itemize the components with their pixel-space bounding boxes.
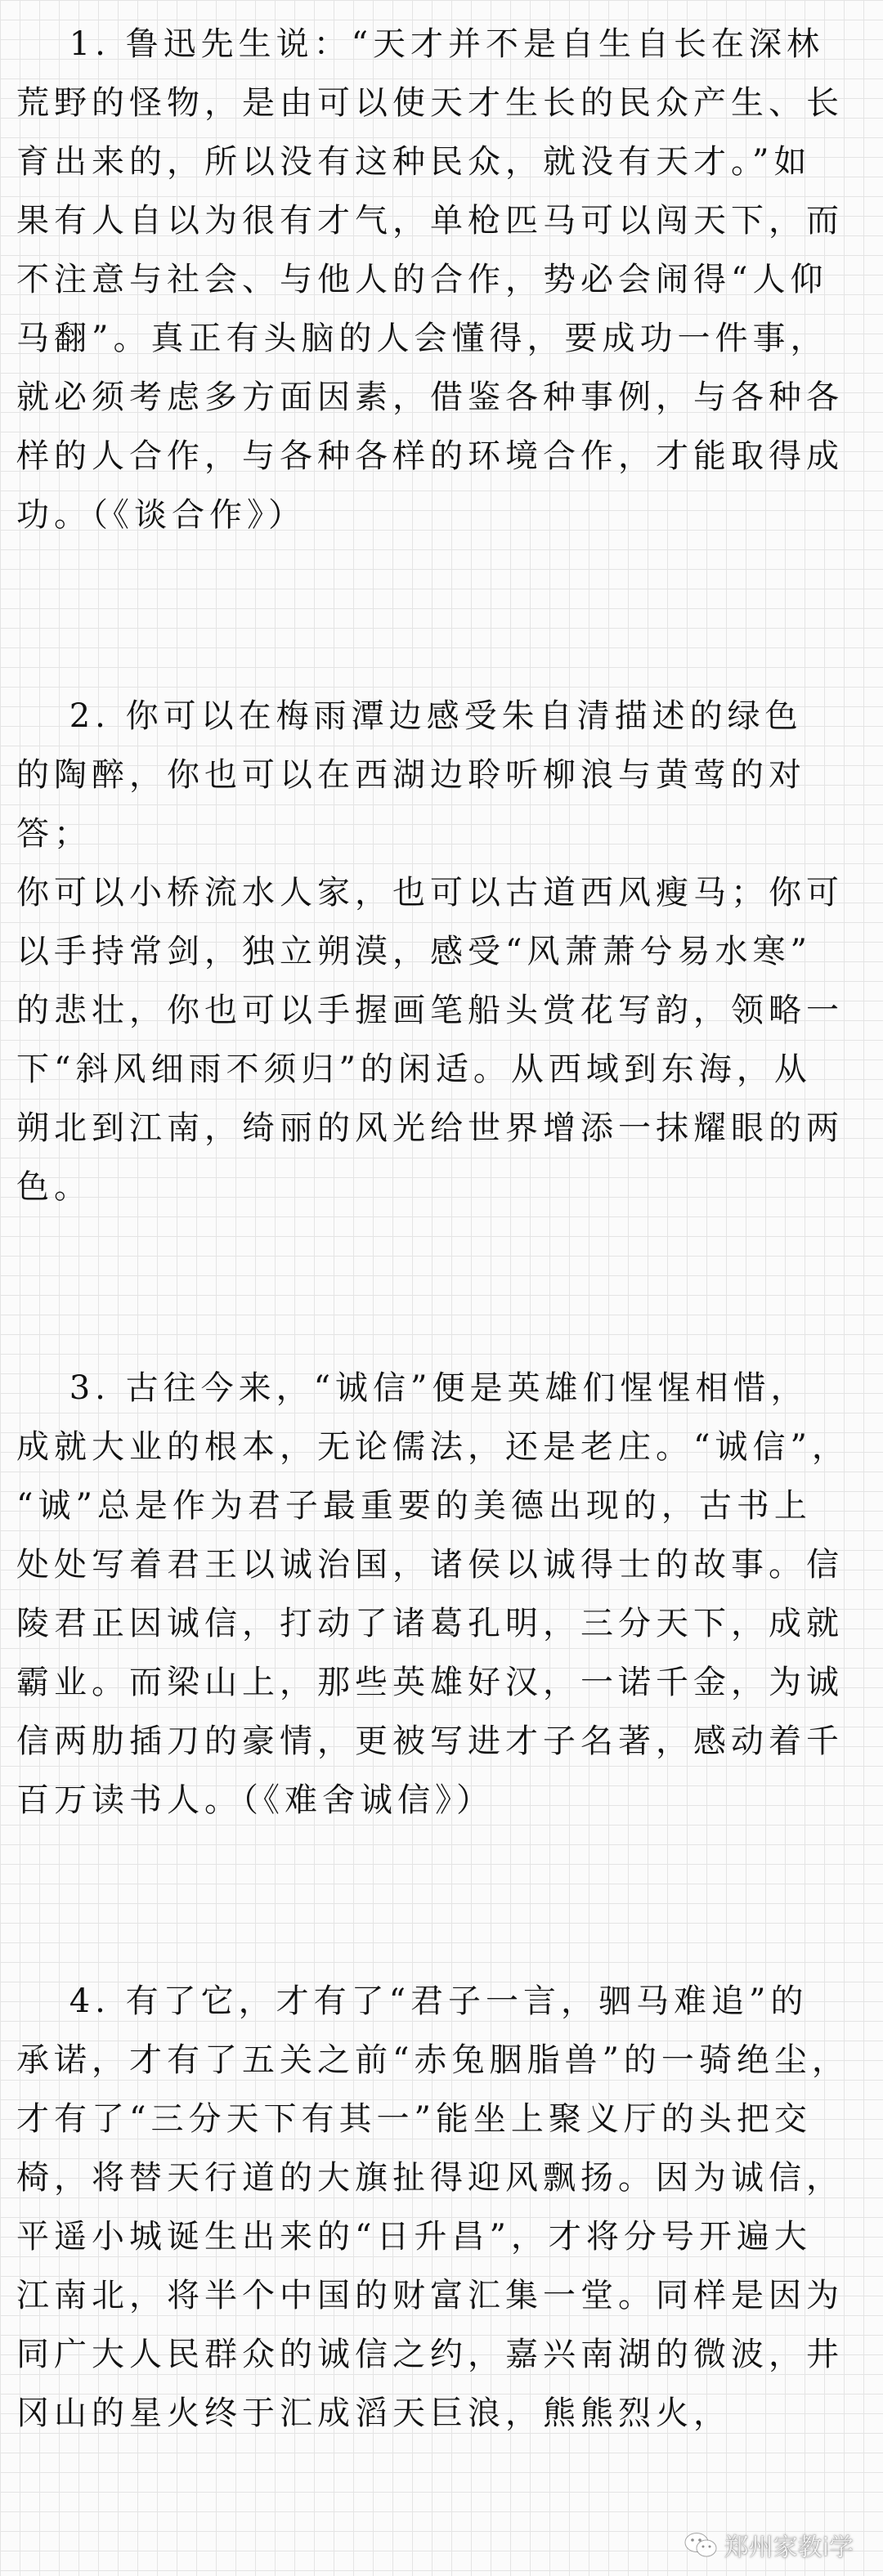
text-line: 信两肋插刀的豪情，更被写进才子名著，感动着千 xyxy=(16,1723,844,1760)
text-line: 荒野的怪物，是由可以使天才生长的民众产生、长 xyxy=(16,84,844,122)
text-line: 霸业。而梁山上，那些英雄好汉，一诺千金，为诚 xyxy=(16,1664,844,1701)
text-line: 冈山的星火终于汇成滔天巨浪，熊熊烈火， xyxy=(16,2395,731,2432)
text-line: 样的人合作，与各种各样的环境合作，才能取得成 xyxy=(16,437,844,475)
text-line: 处处写着君王以诚治国，诸侯以诚得士的故事。信 xyxy=(16,1546,844,1584)
text-line: 才有了“三分天下有其一”能坐上聚义厅的头把交 xyxy=(16,2100,812,2138)
paragraph-3 xyxy=(16,1359,863,1830)
text-line: 3. 古往今来，“诚信”便是英雄们惺惺相惜， xyxy=(16,1369,809,1407)
text-line: 2. 你可以在梅雨潭边感受朱自清描述的绿色 xyxy=(16,697,803,735)
text-line: 承诺，才有了五关之前“赤兔胭脂兽”的一骑绝尘， xyxy=(16,2041,849,2079)
text-line: 就必须考虑多方面因素，借鉴各种事例，与各种各 xyxy=(16,379,844,416)
text-line: 的悲壮，你也可以手握画笔船头赏花写韵，领略一 xyxy=(16,992,844,1029)
text-line: “诚”总是作为君子最重要的美德出现的，古书上 xyxy=(16,1487,812,1525)
wechat-icon xyxy=(684,2531,718,2559)
text-line: 功。（《谈合作》） xyxy=(16,496,306,534)
text-line: 果有人自以为很有才气，单枪匹马可以闯天下，而 xyxy=(16,202,844,240)
text-line: 育出来的，所以没有这种民众，就没有天才。”如 xyxy=(16,143,812,181)
paragraph-2 xyxy=(16,687,863,1216)
text-line: 色。 xyxy=(16,1168,92,1206)
text-line: 江南北，将半个中国的财富汇集一堂。同样是因为 xyxy=(16,2277,844,2314)
watermark-text: 郑州家教i学 xyxy=(724,2533,854,2562)
text-line: 同广大人民群众的诚信之约，嘉兴南湖的微波，井 xyxy=(16,2336,844,2373)
text-line: 平遥小城诞生出来的“日升昌”，才将分号开遍大 xyxy=(16,2218,812,2256)
text-line: 朔北到江南，绮丽的风光给世界增添一抹耀眼的两 xyxy=(16,1109,844,1147)
text-line: 马翻”。真正有头脑的人会懂得，要成功一件事， xyxy=(16,320,828,357)
text-line: 陵君正因诚信，打动了诸葛孔明，三分天下，成就 xyxy=(16,1605,844,1642)
text-line: 百万读书人。（《难舍诚信》） xyxy=(16,1781,494,1819)
text-line: 你可以小桥流水人家，也可以古道西风瘦马；你可 xyxy=(16,874,844,912)
paragraph-1 xyxy=(16,15,863,544)
text-line: 4. 有了它，才有了“君子一言，驷马难追”的 xyxy=(16,1982,809,2020)
text-line: 下“斜风细雨不须归”的闲适。从西域到东海，从 xyxy=(16,1051,812,1088)
text-line: 以手持常剑，独立朔漠，感受“风萧萧兮易水寒” xyxy=(16,933,812,970)
text-line: 椅，将替天行道的大旗扯得迎风飘扬。因为诚信， xyxy=(16,2159,844,2197)
text-line: 的陶醉，你也可以在西湖边聆听柳浪与黄莺的对答； xyxy=(16,756,806,853)
text-line: 1. 鲁迅先生说：“天才并不是自生自长在深林 xyxy=(16,25,825,63)
watermark xyxy=(684,2527,854,2563)
paragraph-4 xyxy=(16,1972,863,2443)
text-line: 不注意与社会、与他人的合作，势必会闹得“人仰 xyxy=(16,261,828,298)
text-line: 成就大业的根本，无论儒法，还是老庄。“诚信”， xyxy=(16,1428,849,1466)
